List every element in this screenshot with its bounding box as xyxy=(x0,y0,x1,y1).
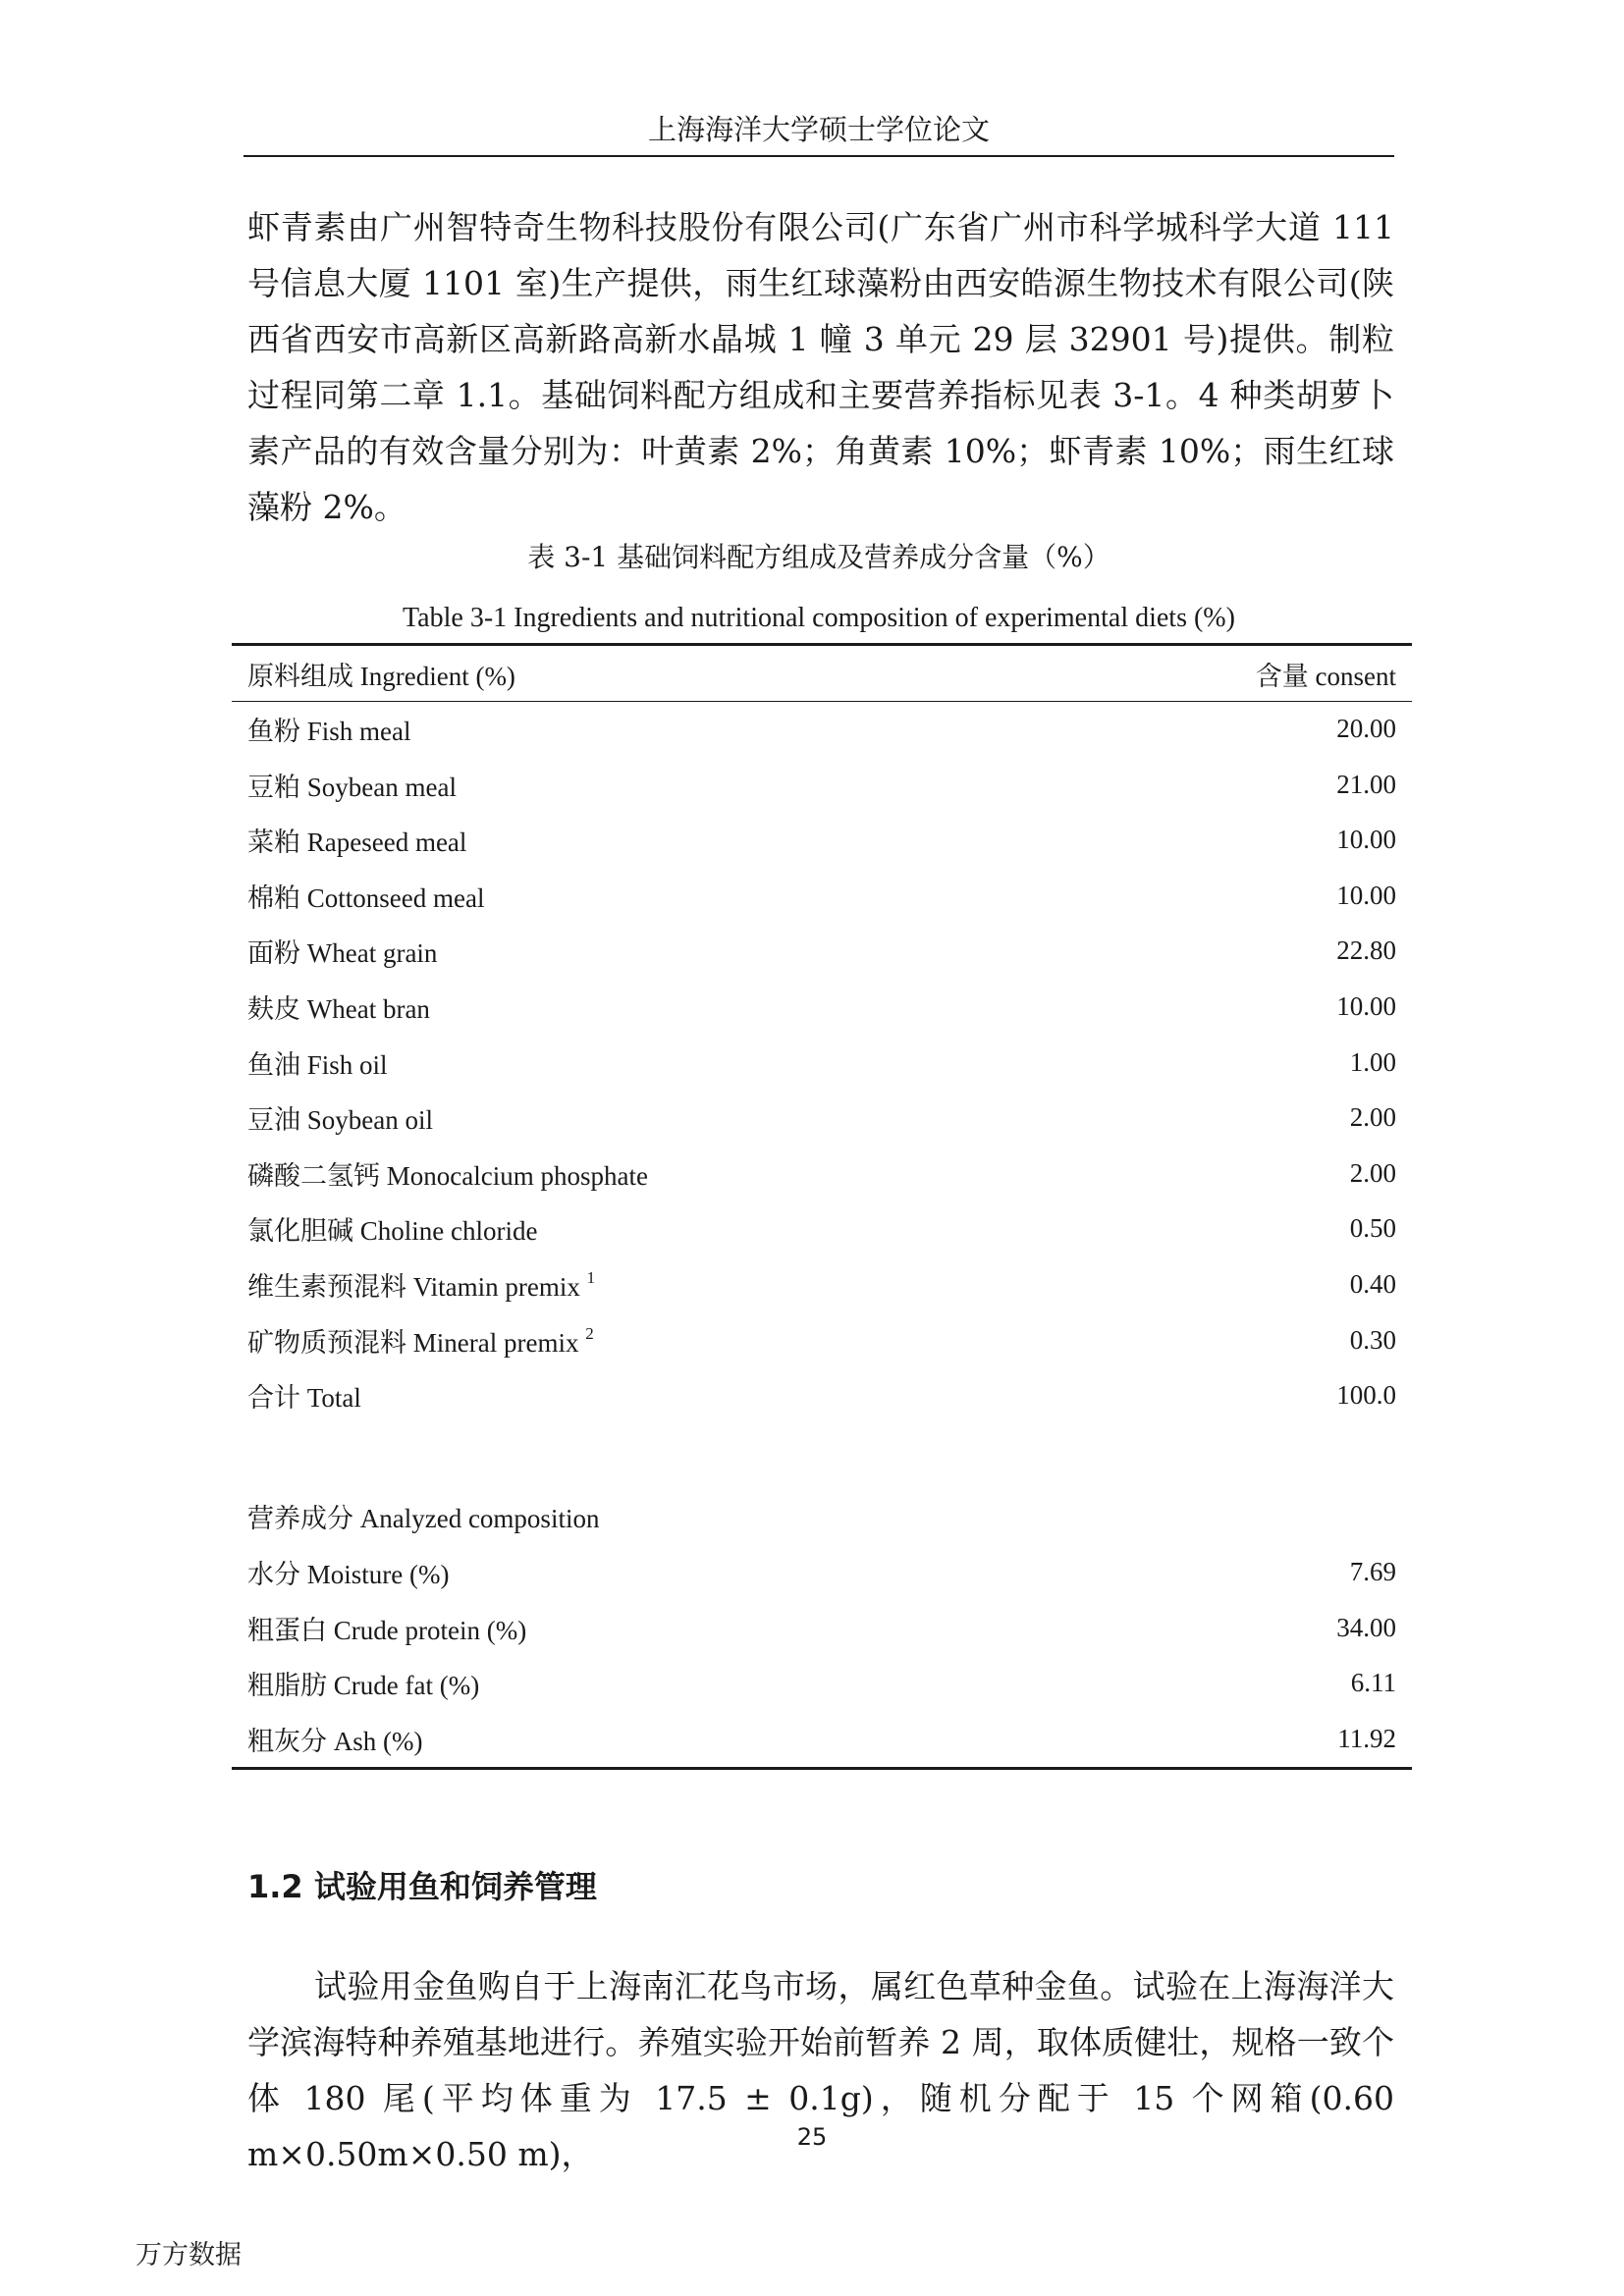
table-row xyxy=(247,868,1396,924)
paragraph-materials: 虾青素由广州智特奇生物科技股份有限公司(广东省广州市科学城科学大道 111 号信息大厦 1101 室)生产提供，雨生红球藻粉由西安皓源生物技术有限公司(陕西省西安市高新区高新路高新水晶城 1 幢 3 单元 29 层 32901 号)提供。制粒过程同第二章 1.1。基础饲料配方组成和主要营养指标见表 3-1。4 种类胡萝卜素产品的有效含量分别为：叶黄素 2%；角黄素 10%；虾青素 10%；雨生红球藻粉 2%。 xyxy=(247,208,1394,526)
column-header-content: 含量 consent xyxy=(1255,662,1396,691)
composition-title-row xyxy=(247,1488,1396,1544)
paragraph-fish-management: 试验用金鱼购自于上海南汇花鸟市场，属红色草种金鱼。试验在上海海洋大学滨海特种养殖基地进行。养殖实验开始前暂养 2 周，取体质健壮，规格一致个体 180 尾(平均体重为 17.5 ± 0.1g)，随机分配于 15 个网箱(0.60 m×0.50m×0.50 m)， xyxy=(247,1967,1394,2173)
section-heading: 1.2 试验用鱼和饲养管理 xyxy=(247,1868,597,1905)
row-label: 水分 Moisture (%) xyxy=(247,1560,450,1589)
row-label: 鱼油 Fish oil xyxy=(247,1049,388,1080)
table-row xyxy=(247,757,1396,813)
table-row xyxy=(247,1544,1396,1600)
row-label: 菜粕 Rapeseed meal xyxy=(247,828,467,858)
table-row xyxy=(247,1600,1396,1656)
table-row xyxy=(247,701,1396,757)
row-value: 11.92 xyxy=(1337,1723,1396,1753)
row-value: 2.00 xyxy=(1349,1102,1396,1133)
row-label: 豆粕 Soybean meal xyxy=(247,772,457,802)
running-header: 上海海洋大学硕士学位论文 xyxy=(647,113,990,146)
table-row xyxy=(247,1146,1396,1201)
row-value: 20.00 xyxy=(1336,714,1396,743)
row-value: 1.00 xyxy=(1349,1046,1396,1077)
composition-title: 营养成分 Analyzed composition xyxy=(247,1504,600,1533)
row-value: 6.11 xyxy=(1350,1668,1396,1698)
row-label: 粗灰分 Ash (%) xyxy=(247,1726,423,1756)
table-caption-english: Table 3-1 Ingredients and nutritional composition of experimental diets (%) xyxy=(403,603,1235,633)
row-label: 豆油 Soybean oil xyxy=(247,1105,433,1136)
watermark: 万方数据 xyxy=(135,2240,242,2270)
table-bottom-rule xyxy=(232,1767,1412,1770)
table-row xyxy=(247,1711,1396,1767)
row-value: 10.00 xyxy=(1336,825,1396,855)
row-value: 10.00 xyxy=(1336,880,1396,910)
table-row xyxy=(247,1256,1396,1312)
row-value: 10.00 xyxy=(1336,991,1396,1021)
footnote-marker: 1 xyxy=(586,1268,596,1287)
row-value: 22.80 xyxy=(1336,935,1396,966)
table-caption-chinese: 表 3-1 基础饲料配方组成及营养成分含量（%） xyxy=(527,541,1110,573)
table-row xyxy=(247,1035,1396,1091)
table-row xyxy=(247,1367,1396,1423)
table-row xyxy=(247,812,1396,868)
column-header-ingredient: 原料组成 Ingredient (%) xyxy=(247,662,515,691)
footnote-marker: 2 xyxy=(585,1323,594,1343)
row-label: 磷酸二氢钙 Monocalcium phosphate xyxy=(247,1160,648,1191)
header-rule xyxy=(244,155,1394,157)
table-row xyxy=(247,1090,1396,1146)
row-label: 氯化胆碱 Choline chloride xyxy=(247,1216,538,1247)
row-value: 0.30 xyxy=(1349,1324,1396,1355)
row-label: 麸皮 Wheat bran xyxy=(247,994,430,1024)
row-label: 合计 Total xyxy=(247,1383,361,1414)
row-value: 100.0 xyxy=(1336,1380,1396,1411)
table-row xyxy=(247,1655,1396,1711)
table-row xyxy=(247,1201,1396,1256)
table-row xyxy=(247,923,1396,979)
row-label: 维生素预混料 Vitamin premix $^1$ xyxy=(247,1268,596,1302)
row-label: 面粉 Wheat grain xyxy=(247,938,438,969)
row-value: 21.00 xyxy=(1336,769,1396,799)
row-value: 7.69 xyxy=(1349,1557,1396,1586)
row-value: 34.00 xyxy=(1336,1612,1396,1642)
table-row xyxy=(247,1312,1396,1368)
table-header-row xyxy=(247,646,1396,702)
row-value: 0.40 xyxy=(1349,1269,1396,1299)
row-label: 粗蛋白 Crude protein (%) xyxy=(247,1615,527,1645)
row-label: 鱼粉 Fish meal xyxy=(247,717,411,746)
row-label: 棉粕 Cottonseed meal xyxy=(247,882,485,913)
table-row xyxy=(247,979,1396,1035)
row-value: 2.00 xyxy=(1349,1157,1396,1188)
page-number: 25 xyxy=(796,2123,828,2151)
row-label: 粗脂肪 Crude fat (%) xyxy=(247,1671,480,1701)
row-label: 矿物质预混料 Mineral premix $^2$ xyxy=(247,1323,594,1358)
row-value: 0.50 xyxy=(1349,1213,1396,1244)
